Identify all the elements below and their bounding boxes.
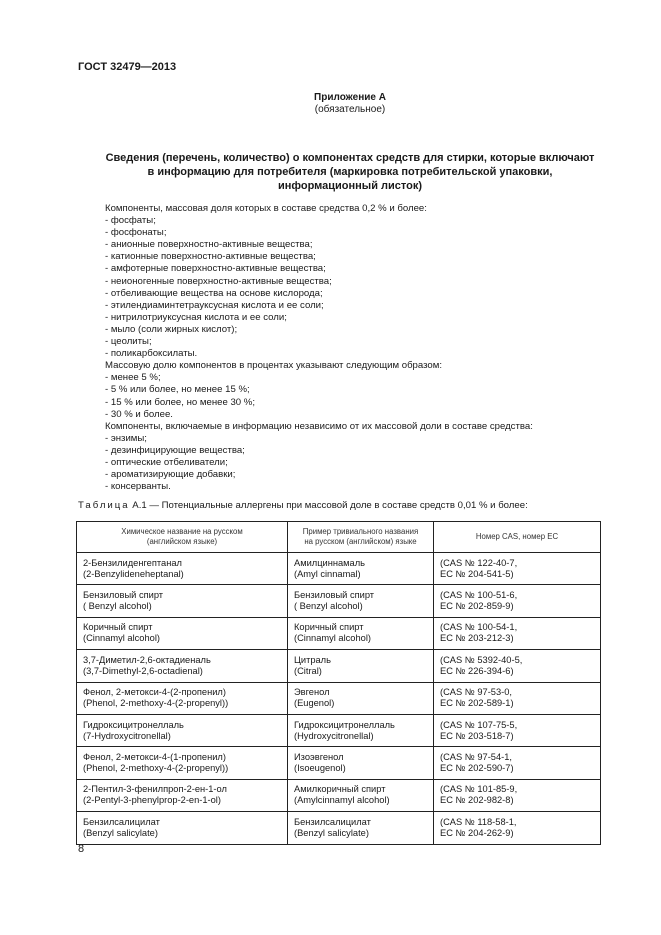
cell-trivial-name [288, 553, 434, 585]
table-row [77, 650, 601, 682]
cell-line: (Isoeugenol) [294, 763, 346, 774]
cell-cas-ec [434, 779, 601, 811]
cell-trivial-name [288, 617, 434, 649]
body-line: - менее 5 %; [105, 372, 161, 384]
cell-line: ЕС № 202-859-9) [440, 601, 514, 612]
cell-trivial-name [288, 747, 434, 779]
caption-text: А.1 — Потенциальные аллергены при массовой доле в составе средств 0,01 % и более: [129, 500, 528, 511]
cell-line: Бензиловый спирт [83, 590, 164, 601]
cell-cas-ec [434, 617, 601, 649]
cell-trivial-name [288, 650, 434, 682]
cell-line: (Cinnamyl alcohol) [294, 633, 371, 644]
cell-trivial-name [288, 779, 434, 811]
table-row [77, 714, 601, 746]
cell-line: Гидроксицитронеллаль [294, 719, 395, 730]
appendix-status: (обязательное) [314, 104, 386, 115]
cell-cas-ec [434, 714, 601, 746]
body-line: - 30 % и более. [105, 408, 173, 420]
body-line: Массовую долю компонентов в процентах указывают следующим образом: [105, 360, 443, 372]
cell-line: ЕС № 203-212-3) [440, 633, 514, 644]
cell-cas-ec [434, 682, 601, 714]
cell-line: (CAS № 100-51-6, [440, 590, 518, 601]
appendix-title: Приложение А [314, 92, 386, 103]
cell-chemical-name [77, 714, 288, 746]
header-line: Пример тривиального названия [302, 527, 419, 536]
body-line: - 5 % или более, но менее 15 %; [105, 384, 250, 396]
body-line: - неионогенные поверхностно-активные вещества; [105, 275, 332, 287]
header-line: (английском языке) [146, 537, 218, 546]
cell-line: (CAS № 101-85-9, [440, 784, 518, 795]
cell-line: ЕС № 226-394-6) [440, 665, 514, 676]
cell-line: Фенол, 2-метокси-4-(2-пропенил) [83, 687, 226, 698]
cell-line: (2-Pentyl-3-phenylprop-2-en-1-ol) [83, 795, 221, 806]
body-line: - энзимы; [105, 432, 147, 444]
cell-line: Эвгенол [294, 687, 330, 698]
table-row [77, 747, 601, 779]
cell-chemical-name [77, 747, 288, 779]
cell-trivial-name [288, 585, 434, 617]
table-row [77, 812, 601, 844]
cell-line: (Amyl cinnamal) [294, 568, 361, 579]
cell-line: 2-Бензилиденгептанал [83, 557, 182, 568]
body-line: - фосфаты; [105, 215, 156, 227]
body-line: - дезинфицирующие вещества; [105, 444, 245, 456]
caption-label: Таблица [78, 500, 130, 511]
cell-chemical-name [77, 650, 288, 682]
cell-line: ЕС № 202-589-1) [440, 698, 514, 709]
cell-line: 3,7-Диметил-2,6-октадиеналь [83, 654, 211, 665]
body-line: - амфотерные поверхностно-активные вещества; [105, 263, 326, 275]
cell-line: (CAS № 122-40-7, [440, 557, 518, 568]
table-row [77, 682, 601, 714]
cell-line: (Hydroxycitronellal) [294, 730, 374, 741]
cell-line: Цитраль [294, 654, 331, 665]
cell-line: ЕС № 203-518-7) [440, 730, 514, 741]
cell-line: Амилкоричный спирт [294, 784, 386, 795]
cell-trivial-name [288, 812, 434, 844]
cell-line: (CAS № 97-54-1, [440, 752, 512, 763]
document-id: ГОСТ 32479—2013 [78, 61, 177, 73]
cell-cas-ec [434, 747, 601, 779]
body-line: - мыло (соли жирных кислот); [105, 323, 238, 335]
body-line: Компоненты, включаемые в информацию независимо от их массовой доли в составе средства: [105, 420, 533, 432]
cell-line: (Benzyl salicylate) [83, 827, 158, 838]
body-line: - консерванты. [105, 481, 171, 493]
table-row [77, 585, 601, 617]
cell-chemical-name [77, 617, 288, 649]
cell-line: ЕС № 202-590-7) [440, 763, 514, 774]
body-line: - фосфонаты; [105, 227, 167, 239]
page-number: 8 [78, 843, 85, 855]
table-row [77, 779, 601, 811]
cell-line: (CAS № 97-53-0, [440, 687, 512, 698]
body-text [105, 203, 533, 493]
cell-line: ( Benzyl alcohol) [294, 601, 363, 612]
body-line: - отбеливающие вещества на основе кислорода; [105, 287, 323, 299]
appendix-title-block [60, 92, 640, 116]
cell-line: Изоэвгенол [294, 752, 344, 763]
cell-line: (Cinnamyl alcohol) [83, 633, 160, 644]
header-line: Химическое название на русском [121, 527, 243, 536]
cell-line: (CAS № 107-75-5, [440, 719, 518, 730]
cell-line: Коричный спирт [294, 622, 364, 633]
cell-line: 2-Пентил-3-фенилпроп-2-ен-1-ол [83, 784, 227, 795]
cell-line: (Phenol, 2-methoxy-4-(2-propenyl)) [83, 698, 229, 709]
body-line: - катионные поверхностно-активные вещества; [105, 251, 316, 263]
cell-line: ЕС № 204-262-9) [440, 827, 514, 838]
table-row [77, 553, 601, 585]
cell-line: Бензилсалицилат [83, 816, 160, 827]
cell-cas-ec [434, 585, 601, 617]
cell-line: ЕС № 202-982-8) [440, 795, 514, 806]
heading-line: информационный листок) [277, 180, 423, 192]
body-line: - цеолиты; [105, 336, 152, 348]
cell-line: (3,7-Dimethyl-2,6-octadienal) [83, 665, 203, 676]
body-line: - нитрилотриуксусная кислота и ее соли; [105, 311, 287, 323]
cell-line: (CAS № 118-58-1, [440, 816, 517, 827]
body-line: - поликарбоксилаты. [105, 348, 198, 360]
cell-line: ЕС № 204-541-5) [440, 568, 514, 579]
body-line: - анионные поверхностно-активные вещества; [105, 239, 313, 251]
heading-line: в информацию для потребителя (маркировка потребительской упаковки, [147, 166, 553, 178]
table-caption [78, 500, 528, 511]
cell-line: Амилциннамаль [294, 557, 365, 568]
cell-line: (Eugenol) [294, 698, 335, 709]
cell-cas-ec [434, 812, 601, 844]
cell-chemical-name [77, 553, 288, 585]
cell-line: (Citral) [294, 665, 322, 676]
cell-line: (Benzyl salicylate) [294, 827, 369, 838]
body-line: Компоненты, массовая доля которых в составе средства 0,2 % и более: [105, 203, 427, 214]
cell-trivial-name [288, 682, 434, 714]
cell-cas-ec [434, 553, 601, 585]
body-line: - оптические отбеливатели; [105, 456, 228, 468]
header-line: Номер CAS, номер ЕС [475, 532, 559, 541]
body-line: - этилендиаминтетрауксусная кислота и ее соли; [105, 299, 324, 311]
cell-line: (CAS № 5392-40-5, [440, 654, 523, 665]
cell-line: (7-Hydroxycitronellal) [83, 730, 171, 741]
cell-chemical-name [77, 682, 288, 714]
cell-line: (2-Benzylideneheptanal) [83, 568, 184, 579]
cell-chemical-name [77, 779, 288, 811]
header-line: на русском (английском) языке [304, 537, 417, 546]
table-row [77, 617, 601, 649]
cell-trivial-name [288, 714, 434, 746]
header-chemical-name [77, 522, 288, 553]
heading-line: Сведения (перечень, количество) о компонентах средств для стирки, которые включают [105, 152, 595, 164]
cell-line: ( Benzyl alcohol) [83, 601, 152, 612]
section-heading [60, 151, 640, 193]
cell-line: Бензиловый спирт [294, 590, 375, 601]
cell-line: Гидроксицитронеллаль [83, 719, 184, 730]
table-header-row [77, 522, 601, 553]
cell-line: Фенол, 2-метокси-4-(1-пропенил) [83, 752, 226, 763]
cell-cas-ec [434, 650, 601, 682]
cell-line: (CAS № 100-54-1, [440, 622, 518, 633]
body-line: - 15 % или более, но менее 30 %; [105, 396, 255, 408]
header-trivial-name [288, 522, 434, 553]
cell-line: Бензилсалицилат [294, 816, 371, 827]
cell-line: Коричный спирт [83, 622, 153, 633]
header-cas-ec [434, 522, 601, 553]
body-line: - ароматизирующие добавки; [105, 469, 236, 481]
cell-line: (Amylcinnamyl alcohol) [294, 795, 390, 806]
cell-line: (Phenol, 2-methoxy-4-(2-propenyl)) [83, 763, 229, 774]
cell-chemical-name [77, 585, 288, 617]
cell-chemical-name [77, 812, 288, 844]
allergens-table [76, 521, 601, 845]
